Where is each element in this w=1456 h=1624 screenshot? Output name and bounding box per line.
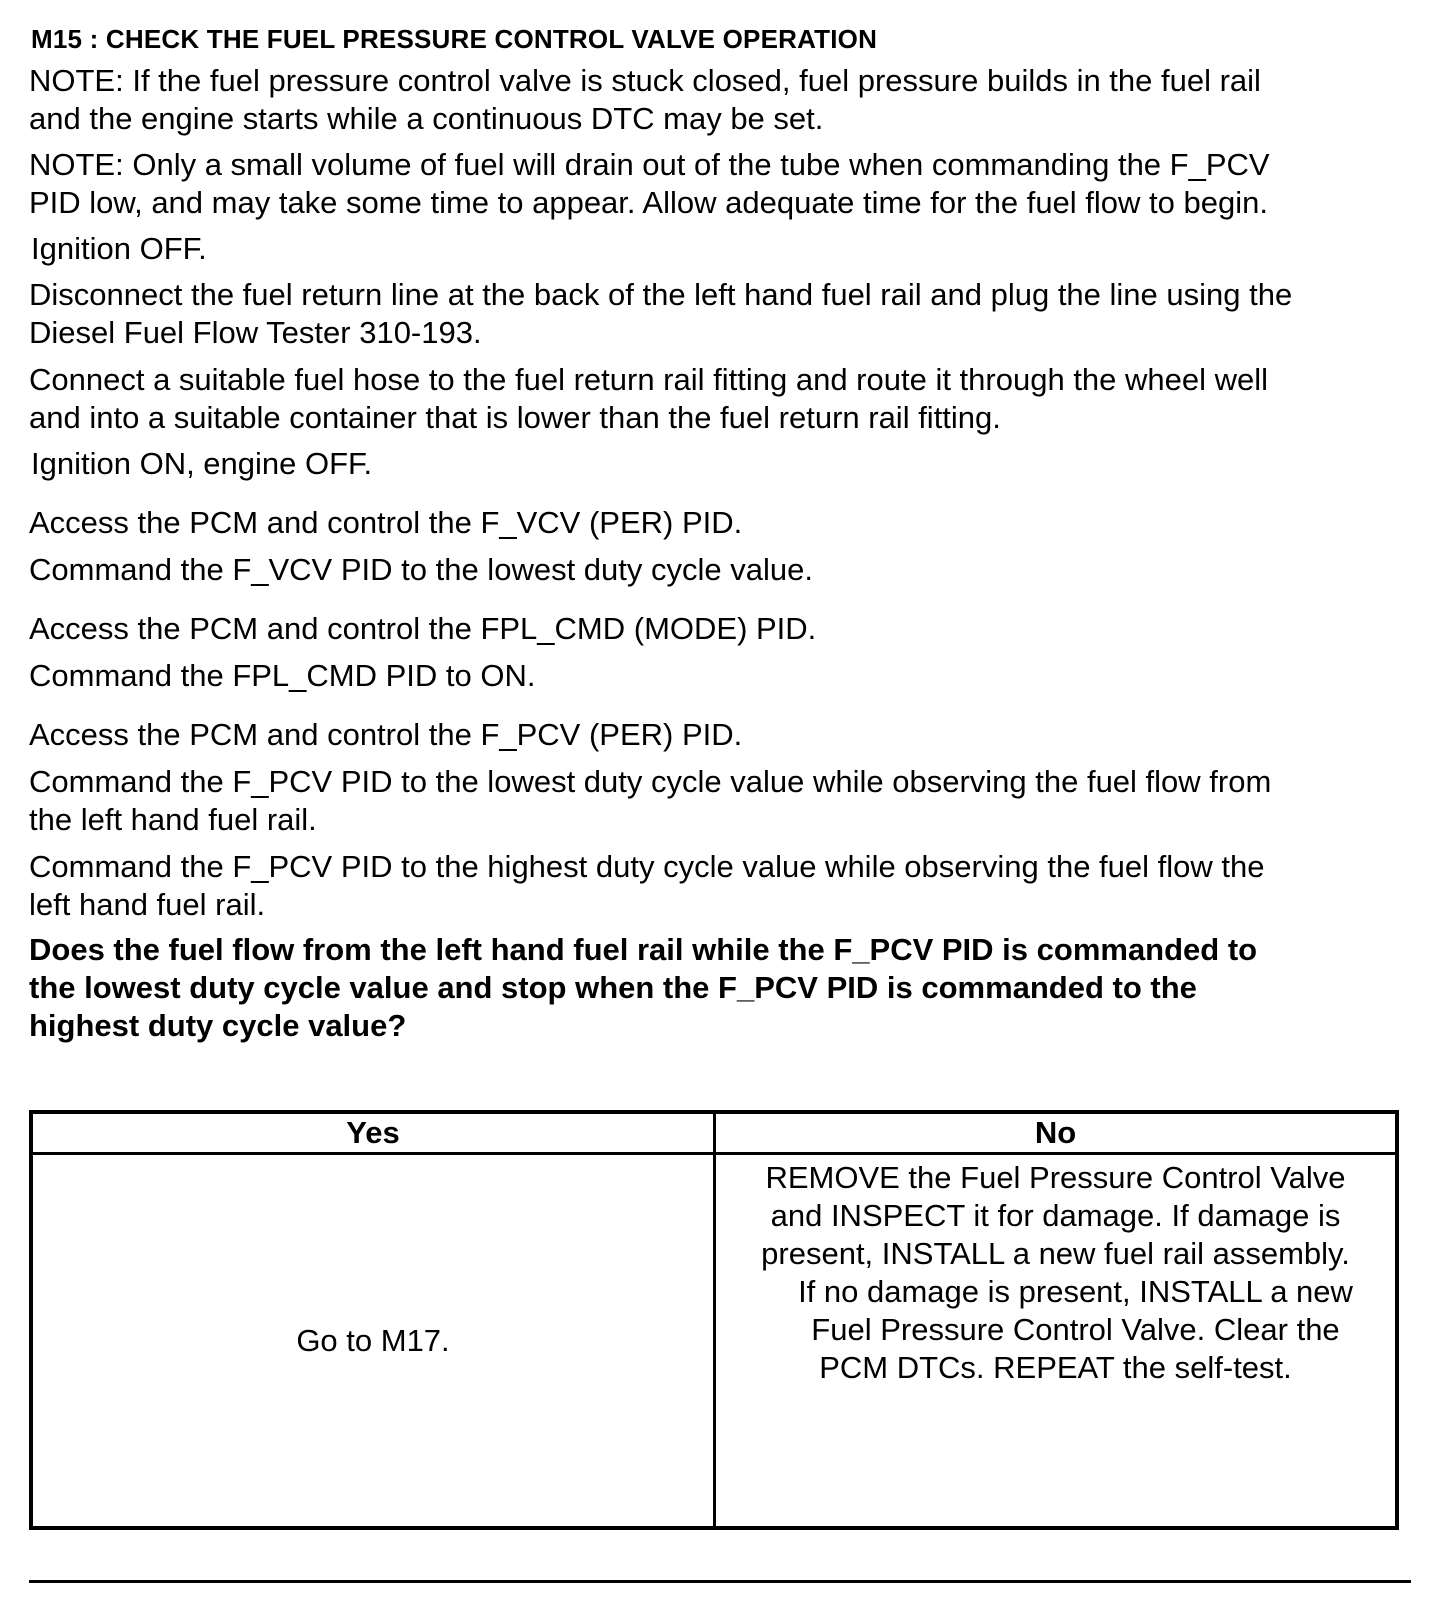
no-cell-line: present, INSTALL a new fuel rail assembly.: [761, 1236, 1350, 1271]
text-line: the left hand fuel rail.: [29, 802, 317, 837]
no-cell-line: If no damage is present, INSTALL a new: [798, 1274, 1353, 1309]
text-line: PID low, and may take some time to appear. Allow adequate time for the fuel flow to begin.: [29, 185, 1268, 220]
decision-question: [29, 931, 1257, 1045]
text-line: Command the F_VCV PID to the lowest duty cycle value.: [29, 552, 813, 587]
text-line: left hand fuel rail.: [29, 887, 266, 922]
step-paragraph: [29, 763, 1271, 839]
text-line: Command the FPL_CMD PID to ON.: [29, 658, 536, 693]
note-paragraph: [29, 62, 1261, 138]
no-cell: [715, 1154, 1398, 1529]
note-paragraph: [29, 146, 1270, 222]
no-cell-line: PCM DTCs. REPEAT the self-test.: [819, 1350, 1292, 1385]
text-line: Access the PCM and control the FPL_CMD (MODE) PID.: [29, 611, 817, 646]
text-line: Command the F_PCV PID to the highest duty cycle value while observing the fuel flow the: [29, 849, 1265, 884]
step-paragraph: [29, 504, 742, 542]
text-line: Ignition OFF.: [31, 231, 207, 266]
step-paragraph: [29, 610, 816, 648]
text-line: Access the PCM and control the F_VCV (PER) PID.: [29, 505, 743, 540]
yes-cell: Go to M17.: [31, 1154, 715, 1529]
yes-column-header: Yes: [31, 1112, 715, 1154]
table-header-row: [31, 1112, 1397, 1154]
text-line: the lowest duty cycle value and stop when the F_PCV PID is commanded to the: [29, 970, 1197, 1005]
no-cell-line: and INSPECT it for damage. If damage is: [770, 1198, 1341, 1233]
step-paragraph: [29, 848, 1264, 924]
step-paragraph: [29, 716, 742, 754]
text-line: NOTE: Only a small volume of fuel will drain out of the tube when commanding the F_PCV: [29, 147, 1270, 182]
text-line: Command the F_PCV PID to the lowest duty cycle value while observing the fuel flow from: [29, 764, 1272, 799]
step-paragraph: [29, 657, 536, 695]
step-paragraph: [31, 230, 207, 268]
bottom-divider: [29, 1580, 1411, 1583]
text-line: NOTE: If the fuel pressure control valve is stuck closed, fuel pressure builds in the fuel rail: [29, 63, 1261, 98]
decision-table: [29, 1110, 1399, 1530]
text-line: Does the fuel flow from the left hand fuel rail while the F_PCV PID is commanded to: [29, 932, 1258, 967]
text-line: and the engine starts while a continuous DTC may be set.: [29, 101, 824, 136]
text-line: Diesel Fuel Flow Tester 310-193.: [29, 315, 482, 350]
text-line: and into a suitable container that is lower than the fuel return rail fitting.: [29, 400, 1001, 435]
text-line: Disconnect the fuel return line at the back of the left hand fuel rail and plug the line using the: [29, 277, 1293, 312]
text-line: Access the PCM and control the F_PCV (PER) PID.: [29, 717, 743, 752]
no-column-header: No: [715, 1112, 1398, 1154]
text-line: highest duty cycle value?: [29, 1008, 407, 1043]
no-cell-line: Fuel Pressure Control Valve. Clear the: [811, 1312, 1340, 1347]
table-row: [31, 1154, 1397, 1529]
no-cell-line: REMOVE the Fuel Pressure Control Valve: [765, 1160, 1346, 1195]
step-paragraph: [31, 445, 372, 483]
step-paragraph: [29, 276, 1292, 352]
section-heading: M15 : CHECK THE FUEL PRESSURE CONTROL VALVE OPERATION: [31, 24, 878, 54]
text-line: Connect a suitable fuel hose to the fuel return rail fitting and route it through the wheel well: [29, 362, 1269, 397]
text-line: Ignition ON, engine OFF.: [31, 446, 373, 481]
step-paragraph: [29, 361, 1268, 437]
step-paragraph: [29, 551, 813, 589]
